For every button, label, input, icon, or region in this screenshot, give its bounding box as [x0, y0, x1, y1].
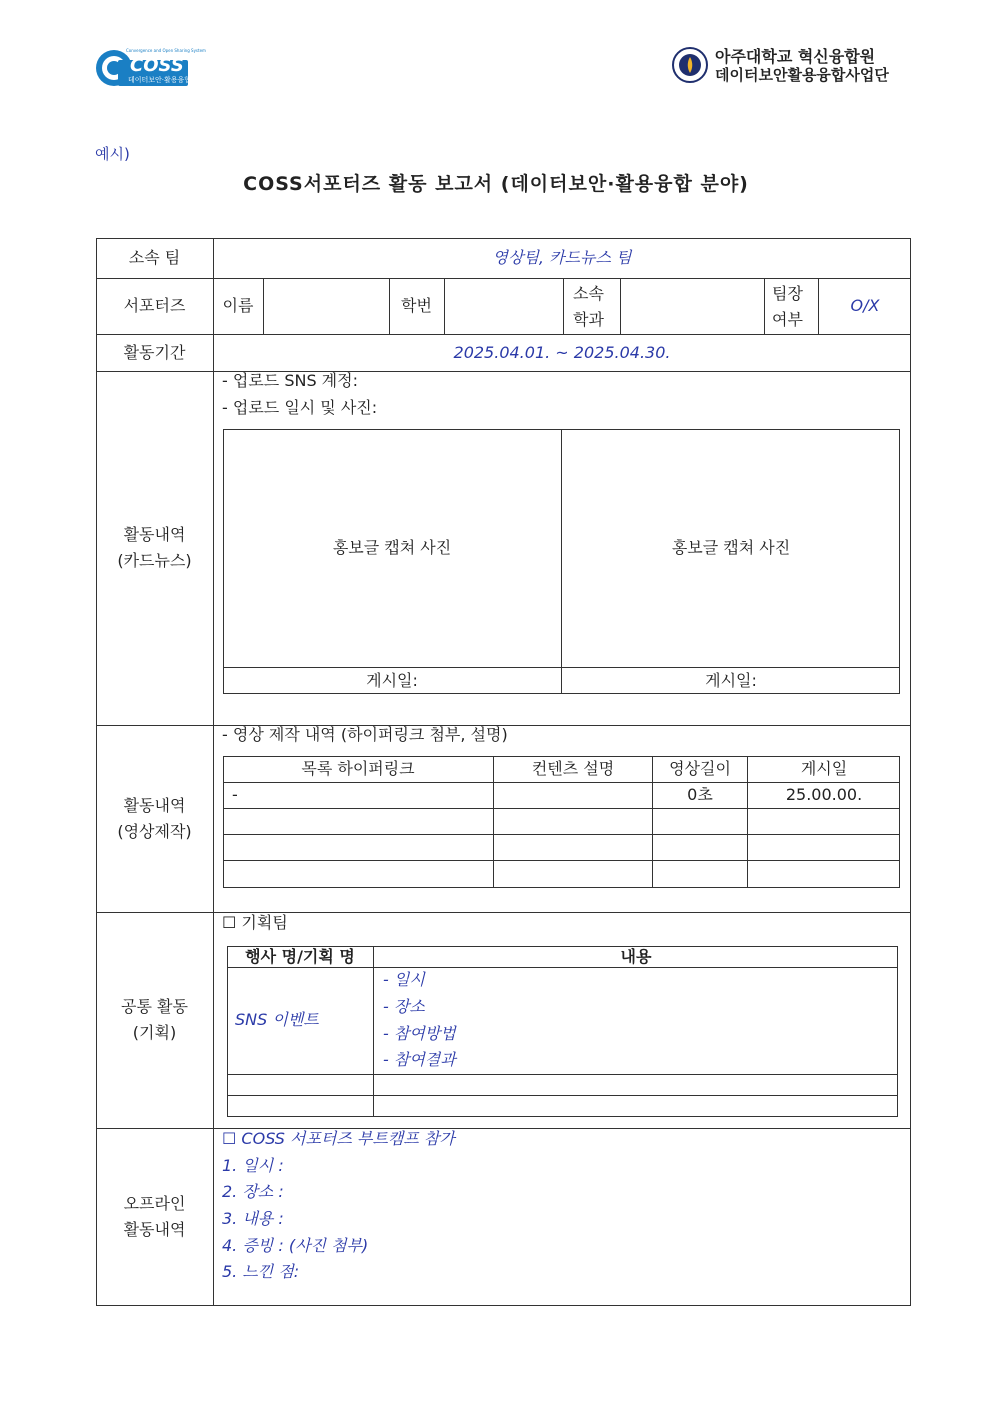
coss-logo	[94, 46, 206, 90]
offline-label-1: 오프라인	[123, 1194, 186, 1213]
video-intro: - 영상 제작 내역 (하이퍼링크 첨부, 설명)	[222, 725, 508, 744]
video-label-2: (영상제작)	[117, 821, 192, 841]
page-title: COSS서포터즈 활동 보고서 (데이터보안·활용융합 분야)	[243, 173, 749, 195]
video-header-date: 게시일	[800, 759, 848, 778]
offline-place[interactable]: 2. 장소 :	[222, 1182, 284, 1201]
period-label: 활동기간	[123, 342, 186, 362]
video-cell-date[interactable]: 25.00.00.	[785, 785, 863, 804]
university-name: 아주대학교 혁신융합원	[715, 47, 876, 66]
dept-input[interactable]	[621, 278, 764, 334]
sns-account-line[interactable]: - 업로드 SNS 계정:	[222, 371, 358, 390]
photo-placeholder-2[interactable]: 홍보글 캡쳐 사진	[671, 538, 791, 557]
dept-label-2: 학과	[573, 310, 604, 329]
offline-label-2: 활동내역	[123, 1220, 186, 1239]
upload-info-line[interactable]: - 업로드 일시 및 사진:	[222, 398, 378, 417]
video-cell-desc[interactable]	[494, 782, 652, 808]
video-cell-link[interactable]: -	[232, 785, 238, 804]
offline-date[interactable]: 1. 일시 :	[222, 1156, 284, 1175]
team-value[interactable]: 영상팀, 카드뉴스 팀	[492, 248, 632, 267]
common-label-2: (기획)	[132, 1023, 177, 1042]
video-header-desc: 컨텐츠 설명	[531, 759, 615, 778]
leader-label-2: 여부	[772, 310, 803, 329]
cardnews-label	[96, 371, 213, 725]
event-detail-place[interactable]: - 장소	[383, 997, 425, 1016]
leader-value[interactable]: O/X	[850, 296, 880, 315]
supporter-label: 서포터즈	[123, 296, 186, 315]
video-header-length: 영상길이	[669, 759, 731, 778]
common-label-1: 공통 활동	[121, 997, 188, 1016]
leader-label-1: 팀장	[772, 284, 803, 303]
department-name: 데이터보안활용융합사업단	[715, 66, 889, 84]
period-value[interactable]: 2025.04.01. ~ 2025.04.30.	[453, 342, 671, 362]
name-label: 이름	[222, 296, 254, 315]
video-cell-length[interactable]: 0초	[687, 785, 713, 804]
planning-table	[227, 946, 898, 1117]
planning-header-name: 행사 명/기획 명	[245, 946, 355, 966]
event-detail-result[interactable]: - 참여결과	[383, 1050, 456, 1069]
coss-logo-tagline: Convergence and Open Sharing System	[126, 48, 206, 53]
team-label: 소속 팀	[128, 248, 181, 267]
event-name[interactable]: SNS 이벤트	[235, 1010, 319, 1029]
video-label-1: 활동내역	[123, 795, 186, 815]
coss-logo-text: COSS	[130, 55, 184, 76]
offline-impression[interactable]: 5. 느낀 점:	[222, 1262, 300, 1281]
dept-label-1: 소속	[573, 284, 604, 303]
offline-label	[96, 1128, 213, 1306]
offline-evidence[interactable]: 4. 증빙 : (사진 첨부)	[222, 1236, 369, 1255]
cardnews-label-2: (카드뉴스)	[117, 551, 192, 570]
cardnews-label-1: 활동내역	[123, 525, 186, 544]
ajou-emblem-icon	[671, 46, 709, 84]
post-date-1[interactable]: 게시일:	[366, 670, 418, 690]
video-label	[96, 725, 213, 912]
student-id-input[interactable]	[445, 278, 563, 334]
event-detail-date[interactable]: - 일시	[383, 970, 425, 989]
coss-logo-sub: 데이터보안·활용융합	[128, 76, 192, 84]
example-label: 예시)	[95, 145, 130, 163]
planning-team-checkbox[interactable]: ☐ 기획팀	[222, 913, 288, 932]
planning-header-content: 내용	[620, 946, 652, 966]
photo-placeholder-1[interactable]: 홍보글 캡쳐 사진	[332, 538, 452, 557]
bootcamp-checkbox[interactable]: ☐ COSS 서포터즈 부트캠프 참가	[222, 1129, 455, 1148]
common-label	[96, 912, 213, 1128]
offline-content[interactable]: 3. 내용 :	[222, 1209, 284, 1228]
student-id-label: 학번	[401, 296, 432, 315]
video-header-link: 목록 하이퍼링크	[301, 759, 415, 778]
name-input[interactable]	[264, 278, 389, 334]
post-date-2[interactable]: 게시일:	[705, 670, 757, 690]
ajou-logo	[671, 46, 901, 86]
event-detail-method[interactable]: - 참여방법	[383, 1024, 456, 1043]
